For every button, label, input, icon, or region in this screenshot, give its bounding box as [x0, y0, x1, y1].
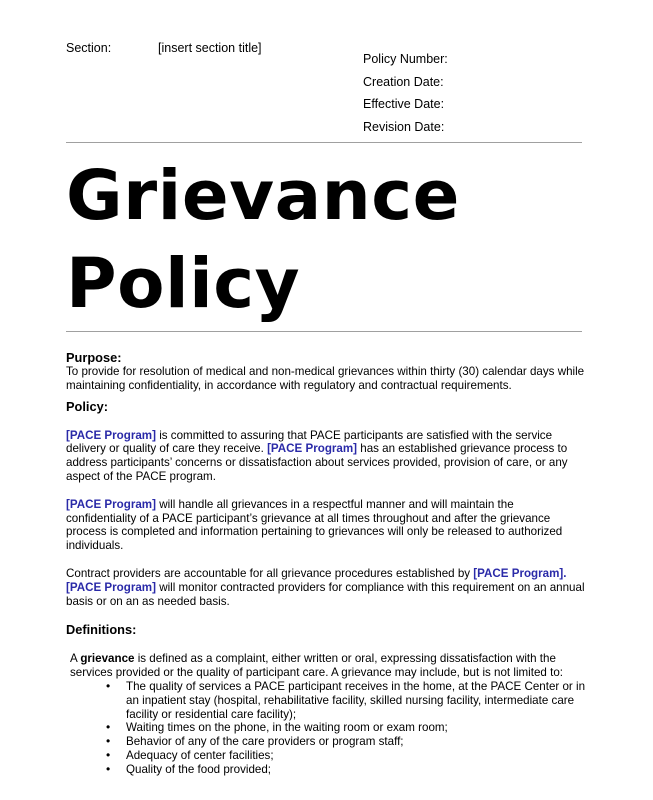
- pace-program-placeholder: [PACE Program]: [66, 497, 156, 511]
- pace-program-placeholder: [PACE Program]: [66, 580, 156, 594]
- pace-program-placeholder: [PACE Program]: [66, 428, 156, 442]
- purpose-text: To provide for resolution of medical and non-medical grievances within thirty (30) calendar days while maintaining confidentiality, in accordance with regulatory and contractual requirements.: [66, 365, 585, 392]
- effective-date-label: Effective Date:: [363, 97, 445, 111]
- list-item: • Behavior of any of the care providers or program staff;: [126, 735, 586, 749]
- list-item: • Quality of the food provided;: [126, 763, 586, 777]
- title-line-1: Grievance: [66, 156, 460, 236]
- section-title-placeholder: [insert section title]: [158, 41, 262, 55]
- pace-program-placeholder: [PACE Program]: [267, 442, 358, 456]
- policy-heading: Policy:: [66, 398, 108, 414]
- list-item: • Waiting times on the phone, in the waiting room or exam room;: [126, 721, 586, 735]
- list-item: • The quality of services a PACE participant receives in the home, at the PACE Center or in an inpatient stay (hospital, rehabilitative facility, skilled nursing facility, intermediate care facility or residential care facility);: [126, 680, 586, 721]
- list-item: • Adequacy of center facilities;: [126, 749, 586, 763]
- revision-date-label: Revision Date:: [363, 119, 445, 134]
- grievance-term: grievance: [80, 652, 135, 666]
- top-divider: [66, 142, 582, 143]
- policy-paragraph-2: [PACE Program] will handle all grievances in a respectful manner and will maintain the confidentiality of a PACE participant’s grievance at all times throughout and after the grievance process is completed and information pertaining to grievances will only be released to authorized individuals.: [66, 497, 563, 553]
- title-line-2: Policy: [66, 244, 301, 324]
- policy-paragraph-1: [PACE Program] is committed to assuring that PACE participants are satisfied with the service delivery or quality of care they receive. [PACE Program] has an established grievance process to address participants’ concerns or dissatisfaction about services provided, provision of care, or any aspect of the PACE program.: [66, 428, 568, 483]
- grievance-definition: A grievance is defined as a complaint, either written or oral, expressing dissatisfaction with the services provided or the quality of participant care. A grievance may include, but is not limited to:: [70, 652, 563, 680]
- policy-number-label: Policy Number:: [363, 52, 448, 66]
- policy-meta-block: [363, 48, 448, 138]
- grievance-examples-list: [66, 680, 586, 777]
- policy-paragraph-3: Contract providers are accountable for all grievance procedures established by [PACE Program]. [PACE Program] will monitor contracted providers for compliance with this requirement on an annual basis or on an as needed basis.: [66, 566, 585, 608]
- purpose-heading: Purpose:: [66, 350, 122, 365]
- document-title: [66, 152, 460, 328]
- title-divider: [66, 331, 582, 332]
- document-body: [66, 350, 586, 777]
- definitions-heading: Definitions:: [66, 622, 137, 638]
- creation-date-label: Creation Date:: [363, 74, 444, 89]
- pace-program-placeholder: [PACE Program].: [473, 566, 567, 580]
- section-field: [66, 41, 262, 55]
- section-label: Section:: [66, 41, 112, 55]
